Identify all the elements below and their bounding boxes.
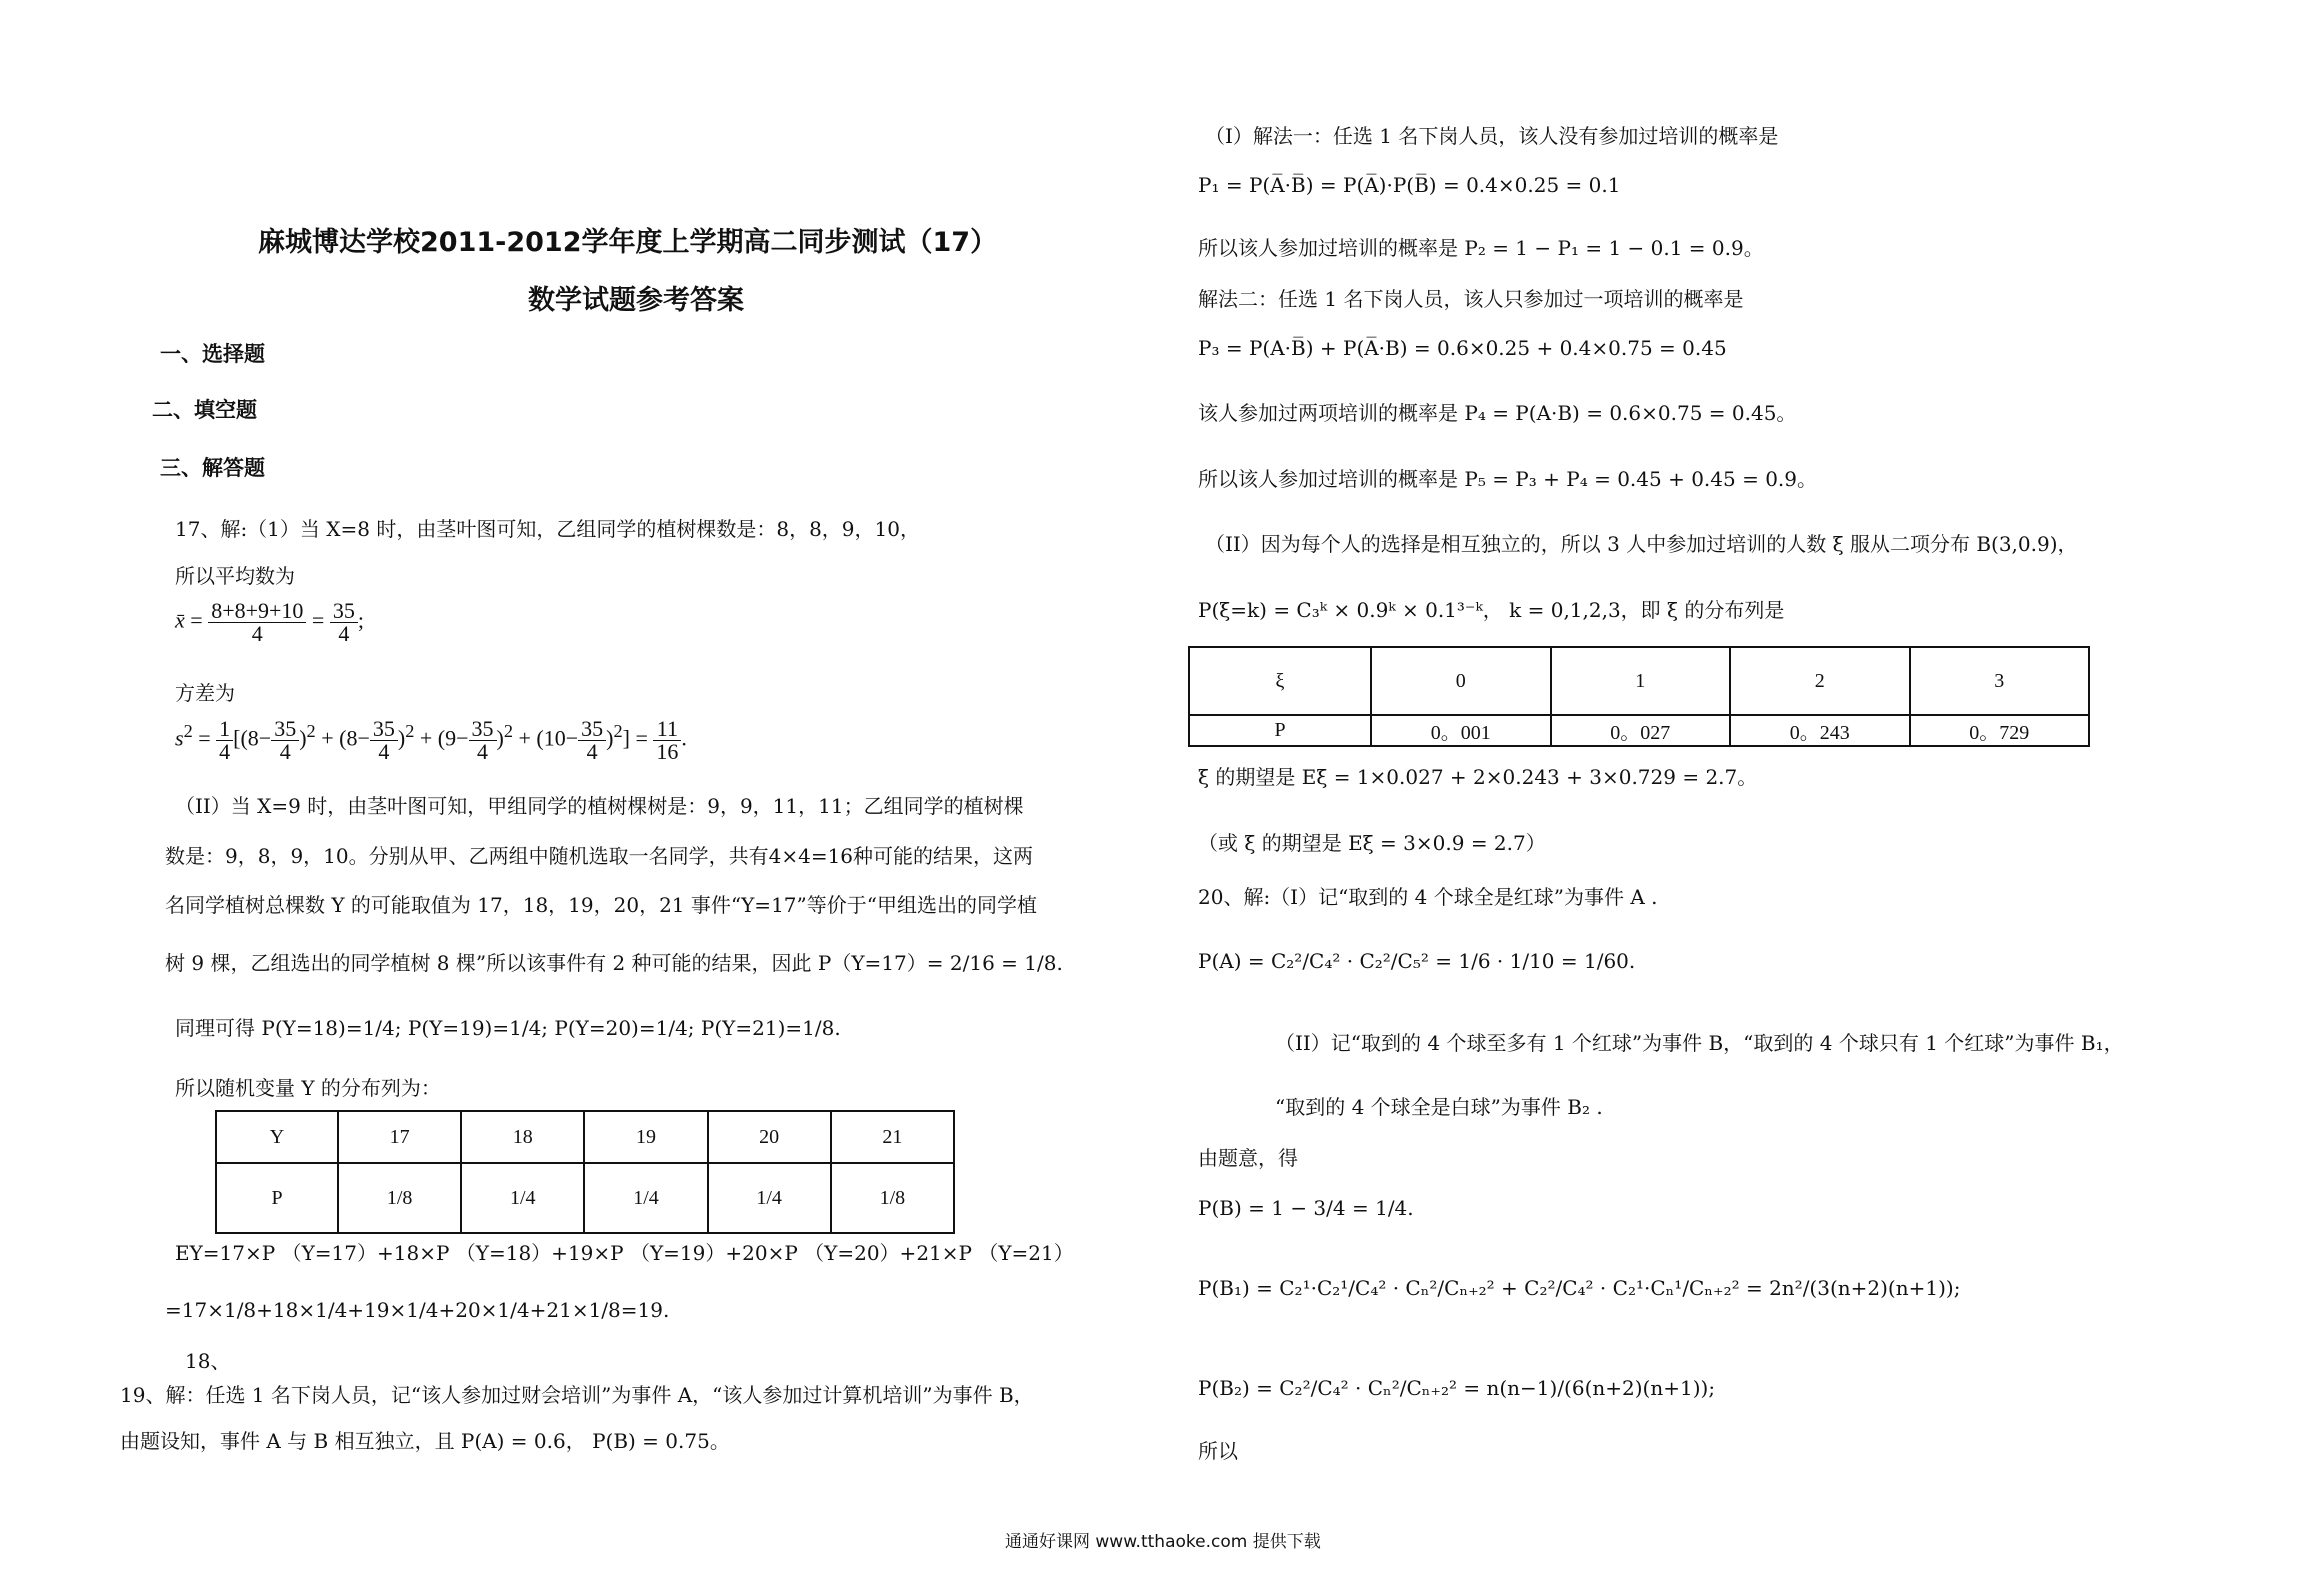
table-cell: P bbox=[216, 1163, 338, 1233]
table-cell: 0。001 bbox=[1371, 715, 1551, 746]
table-cell: 0。027 bbox=[1551, 715, 1731, 746]
table-cell: 1/4 bbox=[708, 1163, 831, 1233]
table-cell: 0。243 bbox=[1730, 715, 1910, 746]
section-heading-solve: 三、解答题 bbox=[160, 456, 265, 480]
r-line12: 20、解:（I）记“取到的 4 个球全是红球”为事件 A . bbox=[1198, 885, 1658, 909]
q19-line2: 由题设知，事件 A 与 B 相互独立，且 P(A) = 0.6， P(B) = 0.75。 bbox=[120, 1429, 730, 1453]
table-cell: P bbox=[1189, 715, 1371, 746]
r-line16: 由题意，得 bbox=[1198, 1146, 1298, 1170]
page-subtitle: 数学试题参考答案 bbox=[528, 285, 744, 316]
r-line1: （I）解法一：任选 1 名下岗人员，该人没有参加过培训的概率是 bbox=[1205, 124, 1779, 148]
section-heading-choice: 一、选择题 bbox=[160, 342, 265, 366]
mean-label: 所以平均数为 bbox=[175, 564, 295, 588]
q17-part2-line1: （II）当 X=9 时，由茎叶图可知，甲组同学的植树棵树是：9，9，11，11；乙组同学的植树棵 bbox=[175, 794, 1024, 818]
r-line8: （II）因为每个人的选择是相互独立的，所以 3 人中参加过培训的人数 ξ 服从二项分布 B(3,0.9)， bbox=[1205, 532, 2078, 556]
r-line19: P(B₂) = C₂²/C₄² · Cₙ²/Cₙ₊₂² = n(n−1)/(6(n+2)(n+1)); bbox=[1198, 1376, 1716, 1400]
r-line6: 该人参加过两项培训的概率是 P₄ = P(A·B) = 0.6×0.75 = 0.45。 bbox=[1198, 401, 1797, 425]
r-line14: （II）记“取到的 4 个球至多有 1 个红球”为事件 B，“取到的 4 个球只有 1 个红球”为事件 B₁， bbox=[1275, 1031, 2124, 1055]
r-line5: P₃ = P(A·B̅) + P(A̅·B) = 0.6×0.25 + 0.4×0.75 = 0.45 bbox=[1198, 336, 1727, 360]
q17-part2-line4: 树 9 棵，乙组选出的同学植树 8 棵”所以该事件有 2 种可能的结果，因此 P（Y=17）= 2/16 = 1/8. bbox=[165, 951, 1063, 975]
table-cell: 20 bbox=[708, 1111, 831, 1163]
table-cell: 18 bbox=[461, 1111, 584, 1163]
section-heading-fill: 二、填空题 bbox=[152, 398, 257, 422]
r-line11: （或 ξ 的期望是 Eξ = 3×0.9 = 2.7） bbox=[1198, 831, 1546, 855]
table-cell: 1 bbox=[1551, 647, 1731, 715]
q17-part2-line5: 同理可得 P(Y=18)=1/4; P(Y=19)=1/4; P(Y=20)=1/4; P(Y=21)=1/8. bbox=[175, 1016, 841, 1040]
r-line4: 解法二：任选 1 名下岗人员，该人只参加过一项培训的概率是 bbox=[1198, 287, 1744, 311]
table-cell: 1/8 bbox=[831, 1163, 954, 1233]
page-title: 麻城博达学校2011-2012学年度上学期高二同步测试（17） bbox=[258, 227, 998, 258]
r-line9: P(ξ=k) = C₃ᵏ × 0.9ᵏ × 0.1³⁻ᵏ， k = 0,1,2,3，即 ξ 的分布列是 bbox=[1198, 598, 1785, 622]
q18-label: 18、 bbox=[185, 1349, 231, 1373]
r-line7: 所以该人参加过培训的概率是 P₅ = P₃ + P₄ = 0.45 + 0.45 = 0.9。 bbox=[1198, 467, 1818, 491]
table-cell: ξ bbox=[1189, 647, 1371, 715]
table-cell: 0。729 bbox=[1910, 715, 2090, 746]
r-line3: 所以该人参加过培训的概率是 P₂ = 1 − P₁ = 1 − 0.1 = 0.9。 bbox=[1198, 236, 1764, 260]
distribution-label: 所以随机变量 Y 的分布列为： bbox=[175, 1076, 441, 1100]
table-cell: 1/4 bbox=[461, 1163, 584, 1233]
footer-text: 通通好课网 www.tthaoke.com 提供下载 bbox=[1005, 1532, 1321, 1552]
table-cell: 19 bbox=[584, 1111, 707, 1163]
table-cell: 1/8 bbox=[338, 1163, 461, 1233]
table-cell: 1/4 bbox=[584, 1163, 707, 1233]
variance-formula: $s^2$ = $\frac{1}{4}$ [(8− $\frac{35}{4}$ )$^2$ + (8− $\frac{35}{4}$ )$^2$ + (9− $\frac{35}{4}$ )$^2$ + (10− $\frac{35}{4}$ )$^2$] = $\frac{11}{16}$ . bbox=[175, 716, 687, 764]
q19-line1: 19、解：任选 1 名下岗人员，记“该人参加过财会培训”为事件 A，“该人参加过计算机培训”为事件 B， bbox=[120, 1383, 1034, 1407]
table-cell: 21 bbox=[831, 1111, 954, 1163]
r-line10: ξ 的期望是 Eξ = 1×0.027 + 2×0.243 + 3×0.729 = 2.7。 bbox=[1198, 765, 1758, 789]
r-line2: P₁ = P(A̅·B̅) = P(A̅)·P(B̅) = 0.4×0.25 = 0.1 bbox=[1198, 173, 1621, 197]
mean-formula: x̄ = $\frac{8+8+9+10}{4}$ = $\frac{35}{4}$ ; bbox=[175, 598, 364, 646]
table-cell: 2 bbox=[1730, 647, 1910, 715]
r-line13: P(A) = C₂²/C₄² · C₂²/C₅² = 1/6 · 1/10 = 1/60. bbox=[1198, 949, 1636, 973]
q17-part2-line3: 名同学植树总棵数 Y 的可能取值为 17，18，19，20，21 事件“Y=17”等价于“甲组选出的同学植 bbox=[165, 893, 1037, 917]
table-cell: 3 bbox=[1910, 647, 2090, 715]
q17-part2-line2: 数是：9，8，9，10。分别从甲、乙两组中随机选取一名同学，共有4×4=16种可能的结果，这两 bbox=[165, 844, 1034, 868]
r-line17: P(B) = 1 − 3/4 = 1/4. bbox=[1198, 1196, 1414, 1220]
r-line15: “取到的 4 个球全是白球”为事件 B₂ . bbox=[1275, 1095, 1603, 1119]
r-line20: 所以 bbox=[1198, 1439, 1238, 1463]
r-line18: P(B₁) = C₂¹·C₂¹/C₄² · Cₙ²/Cₙ₊₂² + C₂²/C₄² · C₂¹·Cₙ¹/Cₙ₊₂² = 2n²/(3(n+2)(n+1)); bbox=[1198, 1276, 1961, 1300]
y-distribution-table bbox=[215, 1110, 955, 1234]
xi-distribution-table bbox=[1188, 646, 2090, 747]
ey-line2: =17×1/8+18×1/4+19×1/4+20×1/4+21×1/8=19. bbox=[165, 1298, 670, 1322]
ey-line1: EY=17×P （Y=17）+18×P （Y=18）+19×P （Y=19）+20×P （Y=20）+21×P （Y=21） bbox=[175, 1241, 1074, 1265]
table-cell: Y bbox=[216, 1111, 338, 1163]
q17-intro: 17、解:（1）当 X=8 时，由茎叶图可知，乙组同学的植树棵数是：8，8，9，10， bbox=[175, 517, 920, 541]
table-cell: 0 bbox=[1371, 647, 1551, 715]
variance-label: 方差为 bbox=[175, 681, 235, 705]
table-cell: 17 bbox=[338, 1111, 461, 1163]
